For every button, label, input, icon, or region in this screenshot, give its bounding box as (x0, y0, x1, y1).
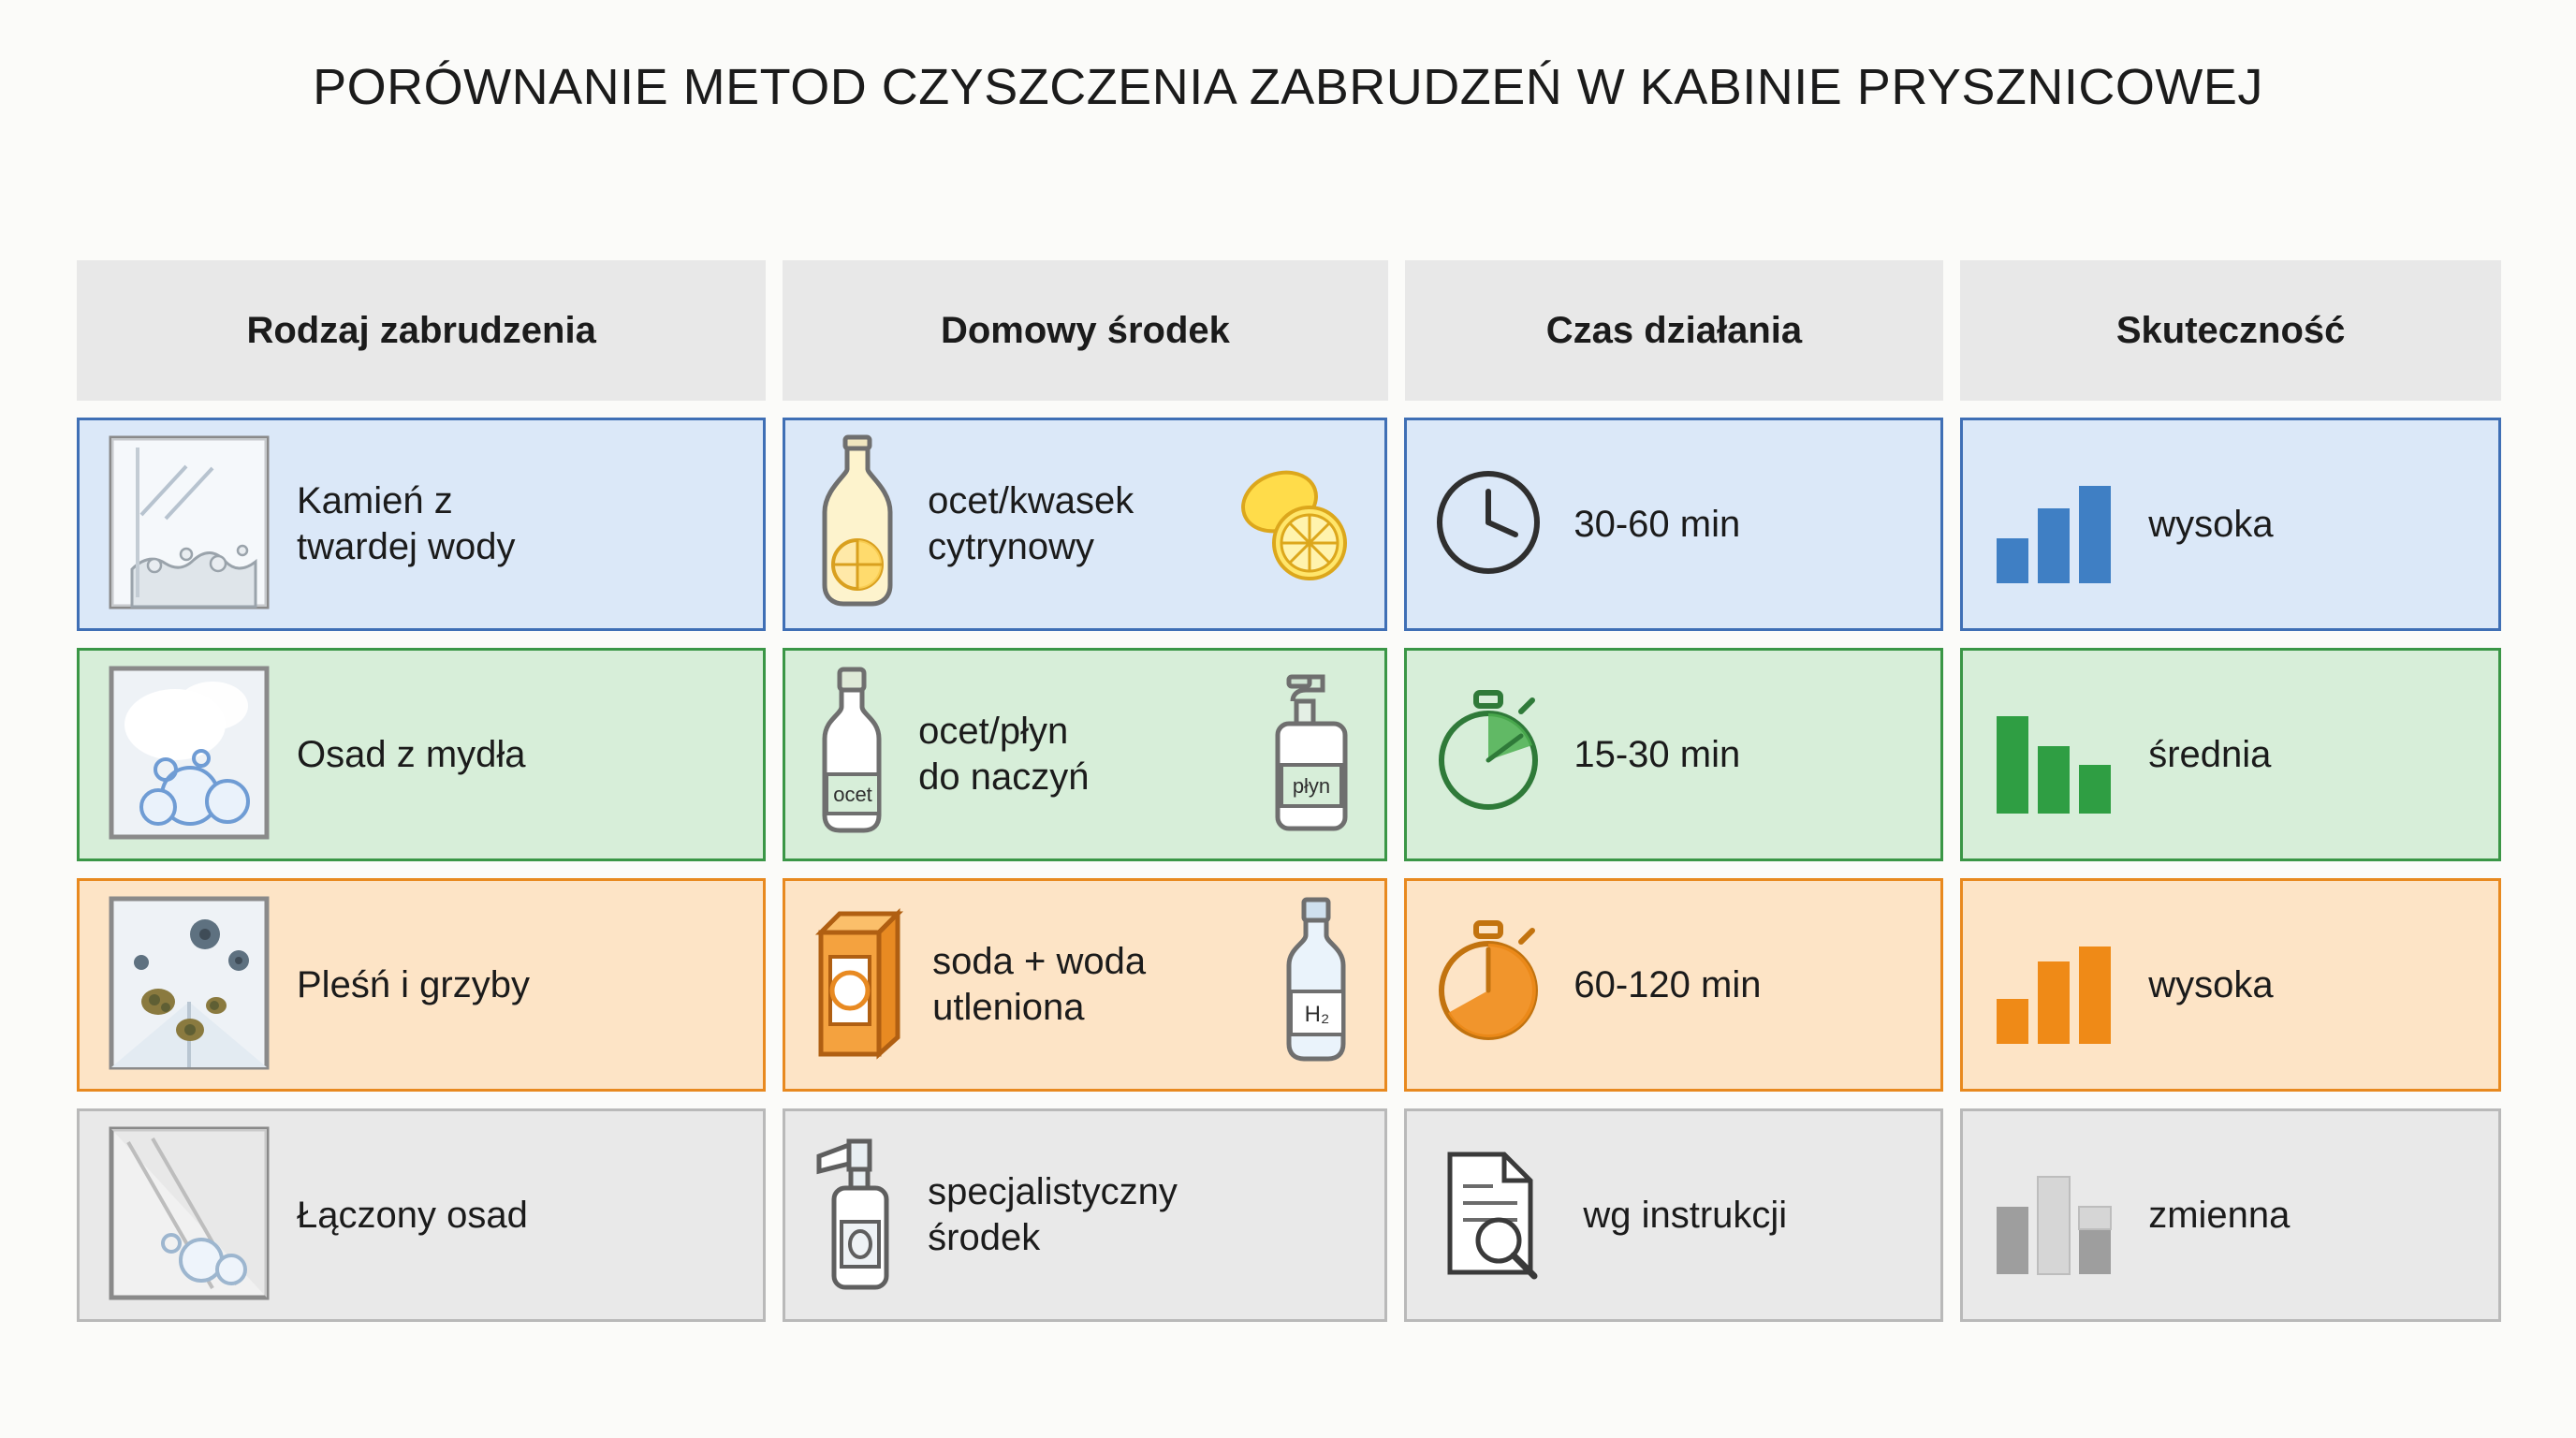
cell-soil-type (77, 1108, 766, 1322)
cell-effectiveness (1960, 878, 2501, 1092)
cell-action-time (1404, 1108, 1943, 1322)
vinegar-bottle-icon (806, 433, 909, 616)
home-agent-label: ocet/płyn do naczyń (918, 711, 1090, 798)
lemon-icon (1223, 457, 1364, 593)
bar-chart-icon (1983, 682, 2124, 828)
spray-bottle-icon (806, 1124, 909, 1307)
cell-effectiveness (1960, 648, 2501, 861)
action-time-label: wg instrukcji (1583, 1194, 1788, 1236)
bar-chart-icon (1983, 452, 2124, 597)
action-time-label: 60-120 min (1573, 963, 1762, 1005)
clock-icon (1427, 462, 1549, 588)
svg-text:płyn: płyn (1293, 773, 1331, 798)
page-title: PORÓWNANIE METOD CZYSZCZENIA ZABRUDZEŃ W KABINIE PRYSZNICOWEJ (313, 59, 2263, 115)
effectiveness-label: średnia (2148, 733, 2272, 775)
mold-corner-icon (100, 889, 278, 1081)
limescale-glass-icon (100, 429, 278, 621)
effectiveness-label: wysoka (2148, 503, 2274, 545)
svg-text:ocet: ocet (833, 782, 872, 806)
stopwatch-full-icon (1427, 917, 1549, 1053)
soap-scum-glass-icon (100, 659, 278, 851)
cell-effectiveness (1960, 418, 2501, 631)
cell-home-agent (783, 878, 1387, 1092)
soil-type-label: Kamień z twardej wody (297, 480, 516, 567)
cell-home-agent (783, 1108, 1387, 1322)
soil-type-label: Osad z mydła (297, 733, 526, 775)
action-time-label: 30-60 min (1573, 503, 1741, 545)
baking-soda-box-icon (806, 899, 914, 1072)
header-cell-soil-type: Rodzaj zabrudzenia (77, 260, 766, 401)
cell-action-time (1404, 878, 1943, 1092)
cell-action-time (1404, 418, 1943, 631)
action-time-label: 15-30 min (1573, 733, 1741, 775)
effectiveness-label: zmienna (2148, 1194, 2291, 1236)
soil-type-label: Łączony osad (297, 1194, 528, 1236)
document-magnifier-icon (1427, 1143, 1559, 1288)
bar-chart-icon (1983, 913, 2124, 1058)
table-header-row (77, 260, 2501, 401)
home-agent-label: soda + woda utleniona (932, 941, 1147, 1028)
stopwatch-quarter-icon (1427, 687, 1549, 823)
header-cell-effectiveness: Skuteczność (1960, 260, 2501, 401)
home-agent-label: ocet/kwasek cytrynowy (928, 480, 1134, 567)
table-row (77, 418, 2501, 631)
table-row (77, 1108, 2501, 1322)
svg-text:H₂: H₂ (1305, 1001, 1330, 1027)
home-agent-label: specjalistyczny środek (928, 1171, 1178, 1258)
cell-home-agent (783, 418, 1387, 631)
cell-soil-type (77, 878, 766, 1092)
cell-soil-type (77, 648, 766, 861)
dish-soap-pump-icon (1261, 664, 1364, 846)
effectiveness-label: wysoka (2148, 963, 2274, 1005)
mixed-deposit-glass-icon (100, 1120, 278, 1312)
cell-action-time (1404, 648, 1943, 861)
cell-soil-type (77, 418, 766, 631)
soil-type-label: Pleśń i grzyby (297, 963, 530, 1005)
cell-effectiveness (1960, 1108, 2501, 1322)
table-row (77, 878, 2501, 1092)
comparison-table (77, 260, 2501, 1339)
cell-home-agent (783, 648, 1387, 861)
header-cell-action-time: Czas działania (1405, 260, 1944, 401)
bar-chart-icon (1983, 1143, 2124, 1288)
header-cell-home-agent: Domowy środek (783, 260, 1387, 401)
table-row (77, 648, 2501, 861)
vinegar-bottle-icon (806, 664, 900, 846)
hydrogen-peroxide-bottle-icon (1270, 894, 1364, 1077)
